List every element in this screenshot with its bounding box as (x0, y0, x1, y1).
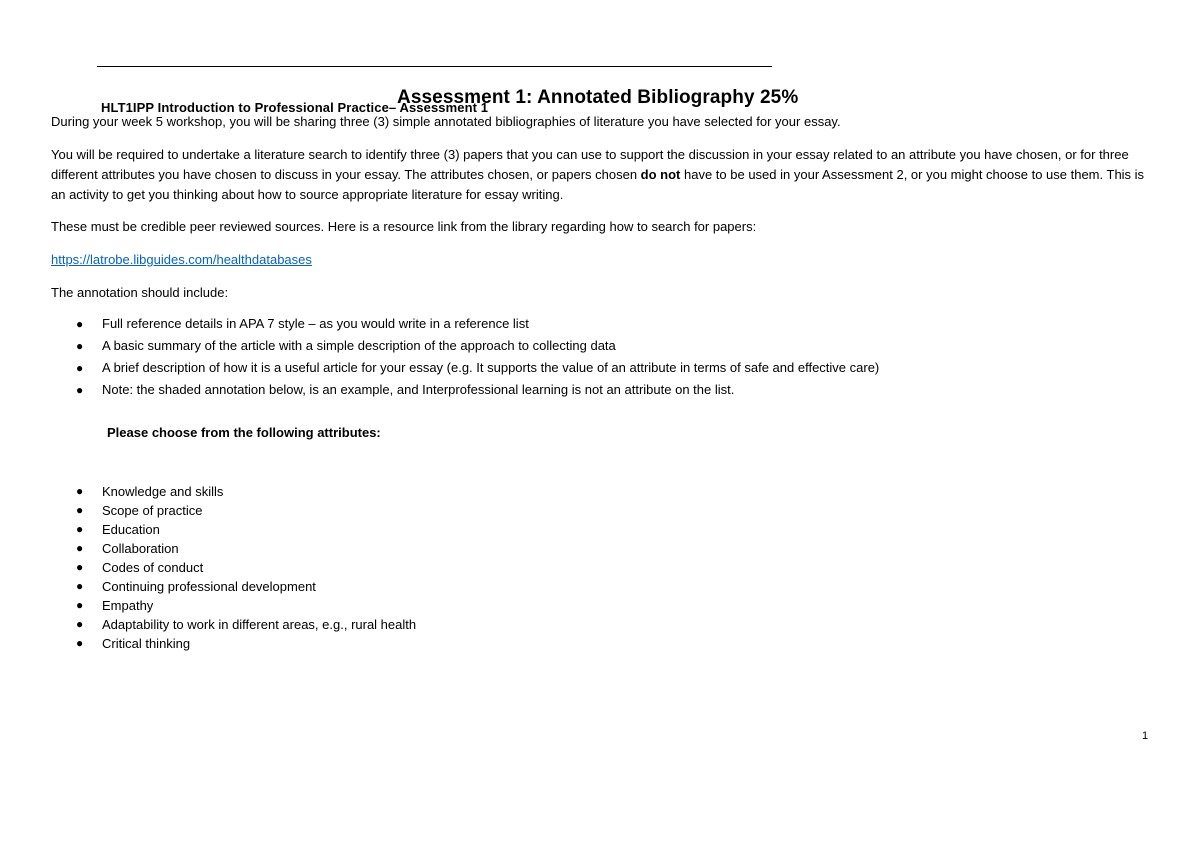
list-item-text: Knowledge and skills (102, 484, 224, 499)
literature-search-text-2: have to be used in your Assessment 2, or you might choose to use them. This is an activity to get you thinking about how to source appropriate literature for essay writing. (51, 167, 1145, 202)
bullet-icon: ● (76, 383, 84, 397)
list-item-text: Codes of conduct (102, 560, 204, 575)
library-resource-link[interactable]: https://latrobe.libguides.com/healthdatabases (51, 252, 312, 267)
list-item (76, 634, 416, 653)
course-header-title: HLT1IPP Introduction to Professional Practice– Assessment 1 (101, 100, 489, 115)
bullet-icon: ● (76, 361, 84, 375)
bullet-icon: ● (76, 503, 84, 517)
sources-paragraph: These must be credible peer reviewed sources. Here is a resource link from the library regarding how to search for papers: (51, 219, 757, 234)
list-item (76, 520, 416, 539)
list-item-text: Adaptability to work in different areas, e.g., rural health (102, 617, 417, 632)
bullet-icon: ● (76, 579, 84, 593)
list-item (76, 577, 416, 596)
page-title: Assessment 1: Annotated Bibliography 25% (397, 87, 799, 108)
list-item (76, 596, 416, 615)
list-item (76, 558, 416, 577)
literature-search-emphasis: do not (640, 167, 681, 182)
list-item (76, 615, 416, 634)
bullet-icon: ● (76, 317, 84, 331)
bullet-icon: ● (76, 636, 84, 650)
list-item (76, 314, 879, 336)
bullet-icon: ● (76, 339, 84, 353)
list-item-text: Critical thinking (102, 636, 191, 651)
list-item-text: Scope of practice (102, 503, 203, 518)
bullet-icon: ● (76, 617, 84, 631)
bullet-icon: ● (76, 541, 84, 555)
list-item (76, 336, 879, 358)
annotation-requirements-list (76, 314, 879, 402)
header-divider (97, 66, 772, 67)
literature-search-text-1: You will be required to undertake a literature search to identify three (3) papers that you can use to support the discussion in your essay related to an attribute you have chosen, or for three different attributes you have chosen to discuss in your essay. The attributes chosen, or papers chosen (51, 147, 1129, 182)
literature-search-paragraph (51, 145, 1151, 205)
list-item (76, 380, 879, 402)
annotation-intro: The annotation should include: (51, 285, 229, 300)
list-item-text: A brief description of how it is a useful article for your essay (e.g. It supports the value of an attribute in terms of safe and effective care) (102, 360, 880, 375)
list-item-text: Note: the shaded annotation below, is an example, and Interprofessional learning is not an attribute on the list. (102, 382, 735, 397)
attributes-heading: Please choose from the following attributes: (107, 425, 381, 440)
bullet-icon: ● (76, 560, 84, 574)
list-item (76, 539, 416, 558)
bullet-icon: ● (76, 484, 84, 498)
list-item-text: A basic summary of the article with a simple description of the approach to collecting data (102, 338, 616, 353)
list-item (76, 358, 879, 380)
bullet-icon: ● (76, 522, 84, 536)
list-item-text: Empathy (102, 598, 154, 613)
list-item-text: Full reference details in APA 7 style – as you would write in a reference list (102, 316, 529, 331)
list-item (76, 501, 416, 520)
list-item-text: Collaboration (102, 541, 179, 556)
attributes-list (76, 482, 416, 653)
intro-paragraph: During your week 5 workshop, you will be sharing three (3) simple annotated bibliographies of literature you have selected for your essay. (51, 114, 841, 129)
link-paragraph (51, 250, 1151, 270)
list-item-text: Continuing professional development (102, 579, 316, 594)
list-item-text: Education (102, 522, 160, 537)
list-item (76, 482, 416, 501)
bullet-icon: ● (76, 598, 84, 612)
page-number: 1 (1142, 730, 1149, 742)
